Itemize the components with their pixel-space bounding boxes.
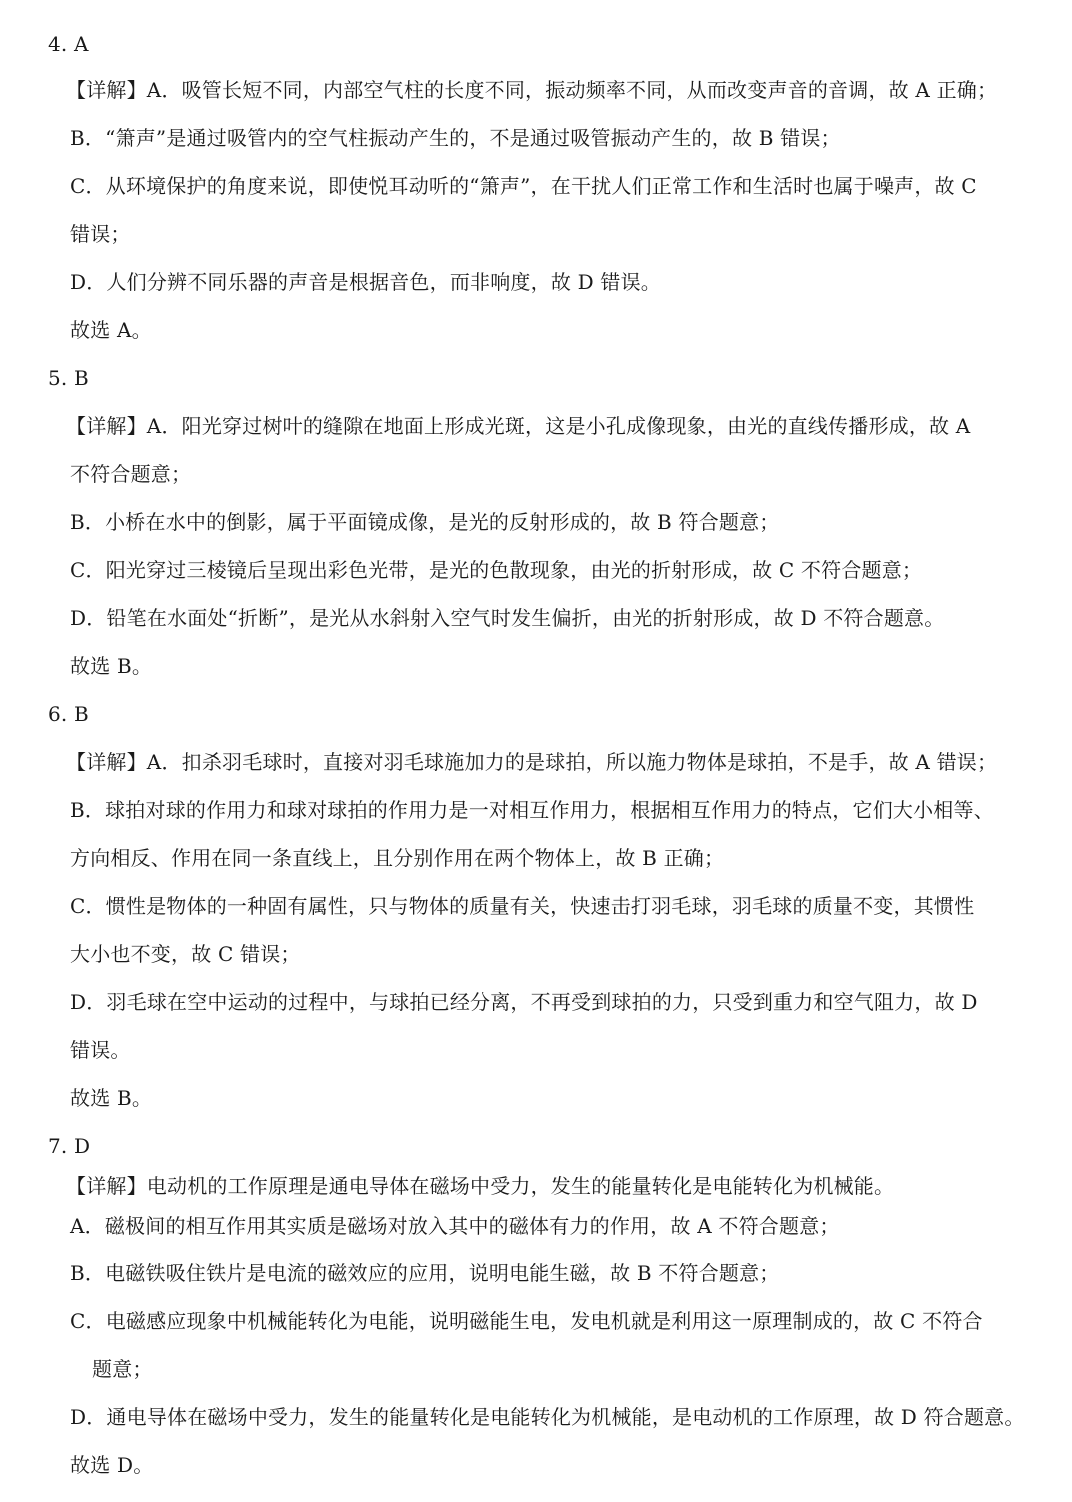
conclusion-line: 故选 B。 (70, 654, 153, 678)
explanation-line: B．电磁铁吸住铁片是电流的磁效应的应用，说明电能生磁，故 B 不符合题意； (70, 1261, 780, 1285)
question-number: 6. B (48, 702, 89, 726)
explanation-line: B．小桥在水中的倒影，属于平面镜成像，是光的反射形成的，故 B 符合题意； (70, 510, 780, 534)
explanation-line: C．惯性是物体的一种固有属性，只与物体的质量有关，快速击打羽毛球，羽毛球的质量不变，其惯性 (70, 894, 975, 918)
explanation-line: 【详解】A．吸管长短不同，内部空气柱的长度不同，振动频率不同，从而改变声音的音调，故 A 正确； (66, 78, 998, 102)
conclusion-line: 故选 A。 (70, 318, 152, 342)
explanation-line: D．通电导体在磁场中受力，发生的能量转化是电能转化为机械能，是电动机的工作原理，故 D 符合题意。 (70, 1405, 1025, 1429)
explanation-line: B．球拍对球的作用力和球对球拍的作用力是一对相互作用力，根据相互作用力的特点，它们大小相等、 (70, 798, 994, 822)
explanation-line: D．人们分辨不同乐器的声音是根据音色，而非响度，故 D 错误。 (70, 270, 661, 294)
conclusion-line: 故选 D。 (70, 1453, 154, 1477)
explanation-line: D．羽毛球在空中运动的过程中，与球拍已经分离，不再受到球拍的力，只受到重力和空气阻力，故 D (70, 990, 978, 1014)
explanation-line: A．磁极间的相互作用其实质是磁场对放入其中的磁体有力的作用，故 A 不符合题意； (70, 1214, 840, 1238)
explanation-line: B．“箫声”是通过吸管内的空气柱振动产生的，不是通过吸管振动产生的，故 B 错误； (70, 126, 841, 150)
explanation-line: 不符合题意； (70, 462, 192, 486)
explanation-line: 错误。 (70, 1038, 131, 1062)
explanation-line: 题意； (92, 1357, 153, 1381)
explanation-line: C．阳光穿过三棱镜后呈现出彩色光带，是光的色散现象，由光的折射形成，故 C 不符合题意； (70, 558, 923, 582)
question-number: 7. D (48, 1134, 91, 1158)
explanation-line: D．铅笔在水面处“折断”，是光从水斜射入空气时发生偏折，由光的折射形成，故 D 不符合题意。 (70, 606, 945, 630)
explanation-line: 大小也不变，故 C 错误； (70, 942, 301, 966)
explanation-line: C．电磁感应现象中机械能转化为电能，说明磁能生电，发电机就是利用这一原理制成的，故 C 不符合 (70, 1309, 983, 1333)
explanation-line: 【详解】电动机的工作原理是通电导体在磁场中受力，发生的能量转化是电能转化为机械能。 (66, 1174, 895, 1198)
explanation-line: 【详解】A．扣杀羽毛球时，直接对羽毛球施加力的是球拍，所以施力物体是球拍，不是手，故 A 错误； (66, 750, 998, 774)
explanation-line: 方向相反、作用在同一条直线上，且分别作用在两个物体上，故 B 正确； (70, 846, 725, 870)
conclusion-line: 故选 B。 (70, 1086, 153, 1110)
explanation-line: 错误； (70, 222, 131, 246)
question-number: 5. B (48, 366, 89, 390)
explanation-line: C．从环境保护的角度来说，即使悦耳动听的“箫声”，在干扰人们正常工作和生活时也属于噪声，故 C (70, 174, 977, 198)
question-number: 4. A (48, 32, 89, 56)
explanation-line: 【详解】A．阳光穿过树叶的缝隙在地面上形成光斑，这是小孔成像现象，由光的直线传播形成，故 A (66, 414, 971, 438)
